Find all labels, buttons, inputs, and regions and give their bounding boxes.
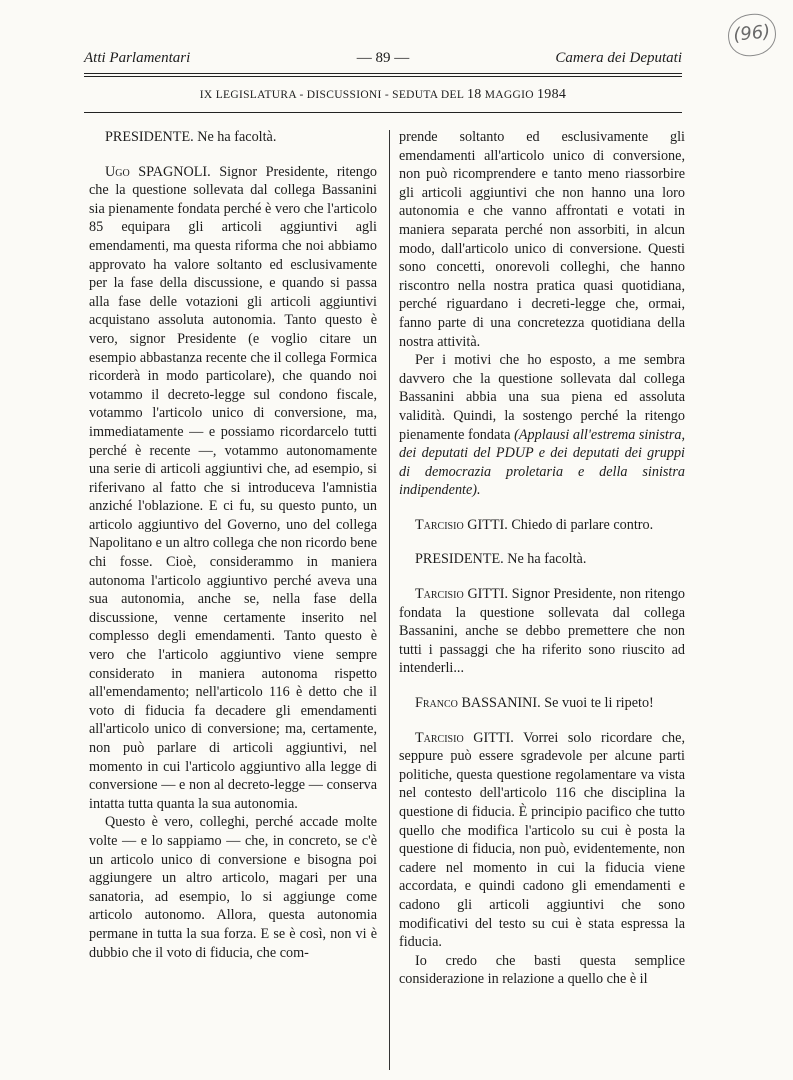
paragraph-spagnoli: [89, 163, 377, 814]
paragraph: Io credo che basti questa semplice considerazione in relazione a quello che è il: [399, 952, 685, 988]
speech-text: Se vuoi te li ripeto!: [540, 695, 654, 712]
speaker-surname: BASSANINI.: [461, 695, 541, 712]
paragraph-bassanini: [399, 694, 685, 713]
speaker-first-name: Tarcisio: [415, 516, 464, 533]
handwritten-page-note: (96): [726, 12, 778, 59]
speaker-first-name: Tarcisio: [415, 729, 464, 746]
speech-text: Chiedo di parlare contro.: [507, 516, 654, 533]
subheader-prefix: IX LEGISLATURA - DISCUSSIONI - SEDUTA DEL: [199, 89, 464, 101]
header-rule-top: [84, 73, 682, 74]
speech-text: Vorrei solo ricordare che, seppure può essere sgradevole per alcune parti politiche, questa questione regolamentare va vista nel contesto dell'articolo 116 che disciplina la questione di fiducia. È principio pacifico che tutto quello che modifica l'articolo su cui è posta la questione di fiducia, non può, evidentemente, non cadere nel momento in cui la fiducia viene accordata, e quindi cadono gli emendamenti e cadono gli articoli aggiuntivi che sono modificativi del testo su cui è stata espressa la fiducia.: [399, 729, 685, 951]
stage-direction: (Applausi all'estrema sinistra, dei deputati del PDUP e dei deputati dei gruppi di democrazia proletaria e della sinistra indipendente).: [399, 426, 686, 499]
paragraph-gitti-request: [399, 516, 685, 535]
column-divider: [389, 130, 390, 1070]
subheader-year: 1984: [537, 87, 567, 102]
page-number: — 89 —: [356, 50, 410, 66]
speaker-surname: GITTI.: [467, 516, 508, 533]
session-subheader: [84, 87, 682, 103]
subheader-month: MAGGIO: [484, 89, 534, 101]
left-column: [89, 128, 377, 962]
speaker-first-name: Franco: [415, 695, 458, 712]
paragraph: PRESIDENTE. Ne ha facoltà.: [105, 129, 277, 145]
paragraph-gitti-2: [399, 729, 685, 952]
speaker-surname: SPAGNOLI.: [138, 163, 211, 180]
speech-text: Signor Presidente, ritengo che la questione sollevata dal collega Bassanini sia pienamente fondata perché è vero che l'articolo 85 equipara gli articoli aggiuntivi agli emendamenti, ma questa riforma che noi abbiamo approvato ha valore soltanto ed esclusivamente per la fase della discussione, e quando si passa alla fase delle votazioni gli articoli aggiuntivi acquistano assoluta autonomia. Tanto questo è vero, signor Presidente (e voglio citare un esempio abbastanza recente che il collega Formica ricorderà in modo particolare), che quando noi votammo il decreto-legge sul condono fiscale, votammo l'articolo unico di conversione, ma, immediatamente — e possiamo ricordarcelo tutti perché è recente —, votammo autonomamente una serie di articoli aggiuntivi che, ad esempio, si riferivano al fatto che si introduceva l'amnistia anziché l'oblazione. E ci fu, su questo punto, un articolo aggiuntivo del Governo, uno del collega Napolitano e un altro collega che non ricordo bene chi fosse. Cioè, considerammo in maniera autonoma l'articolo aggiuntivo perché aveva una sua autonomia, anche se, nella fase della discussione, venne certamente inserito nel complesso degli emendamenti. Tanto questo è vero che l'articolo aggiuntivo viene sempre considerato in maniera autonoma rispetto all'emendamento; nell'articolo 116 è detto che il voto di fiducia fa decadere gli emendamenti all'articolo unico di conversione; ma, certamente, non può parlare di articoli aggiuntivi, nel momento in cui l'articolo aggiuntivo alla legge di conversione — e non al decreto-legge — conserva intatta tutta quanta la sua autonomia.: [89, 163, 378, 812]
running-header: [84, 50, 682, 72]
speech-text: Signor Presidente, non ritengo fondata la questione sollevata dal collega Bassanini, anche se debbo premettere che non tutti i passaggi che ha riferito sono riuscito ad intenderli...: [399, 586, 686, 677]
paragraph-presidente: PRESIDENTE. Ne ha facoltà.: [415, 551, 587, 568]
speech-text: Per i motivi che ho esposto, a me sembra davvero che la questione sollevata dal collega Bassanini abbia una sua piena ed assoluta validità. Quindi, la sostengo perché la ritengo pienamente fondata: [399, 352, 685, 443]
speaker-surname: GITTI.: [467, 586, 509, 603]
speaker-surname: GITTI.: [473, 729, 514, 746]
paragraph: [399, 351, 685, 500]
header-left: Atti Parlamentari: [84, 50, 191, 66]
header-right: Camera dei Deputati: [555, 50, 682, 66]
paragraph-gitti-1: [399, 585, 685, 678]
subheader-rule: [84, 112, 682, 113]
right-column: [399, 128, 685, 989]
speaker-first-name: Tarcisio: [415, 586, 464, 603]
paragraph: Questo è vero, colleghi, perché accade molte volte — e lo sappiamo — che, in concreto, se c'è un articolo unico di conversione e bisogna poi aggiungere un altro articolo, magari per una sanatoria, ad esempio, lo si aggiunge come articolo autonomo. Allora, questa autonomia permane in tutta la sua forza. E se è così, non vi è dubbio che il voto di fiducia, che com-: [89, 814, 377, 961]
paragraph: prende soltanto ed esclusivamente gli emendamenti all'articolo unico di conversione, non può ricomprendere e tanto meno riassorbire gli articoli aggiuntivi che non hanno una loro autonomia e che vanno affrontati e votati in maniera separata perché non assorbiti, in alcun modo, dall'articolo unico di conversione. Questi sono concetti, onorevoli colleghi, che hanno riscontro nella nostra pratica quasi quotidiana, perché riguardano i decreti-legge che, ormai, fanno parte di una concretezza quotidiana della nostra attività.: [399, 129, 685, 350]
speaker-first-name: Ugo: [105, 163, 130, 180]
subheader-day: 18: [466, 87, 482, 102]
header-rule-bottom: [84, 76, 682, 77]
